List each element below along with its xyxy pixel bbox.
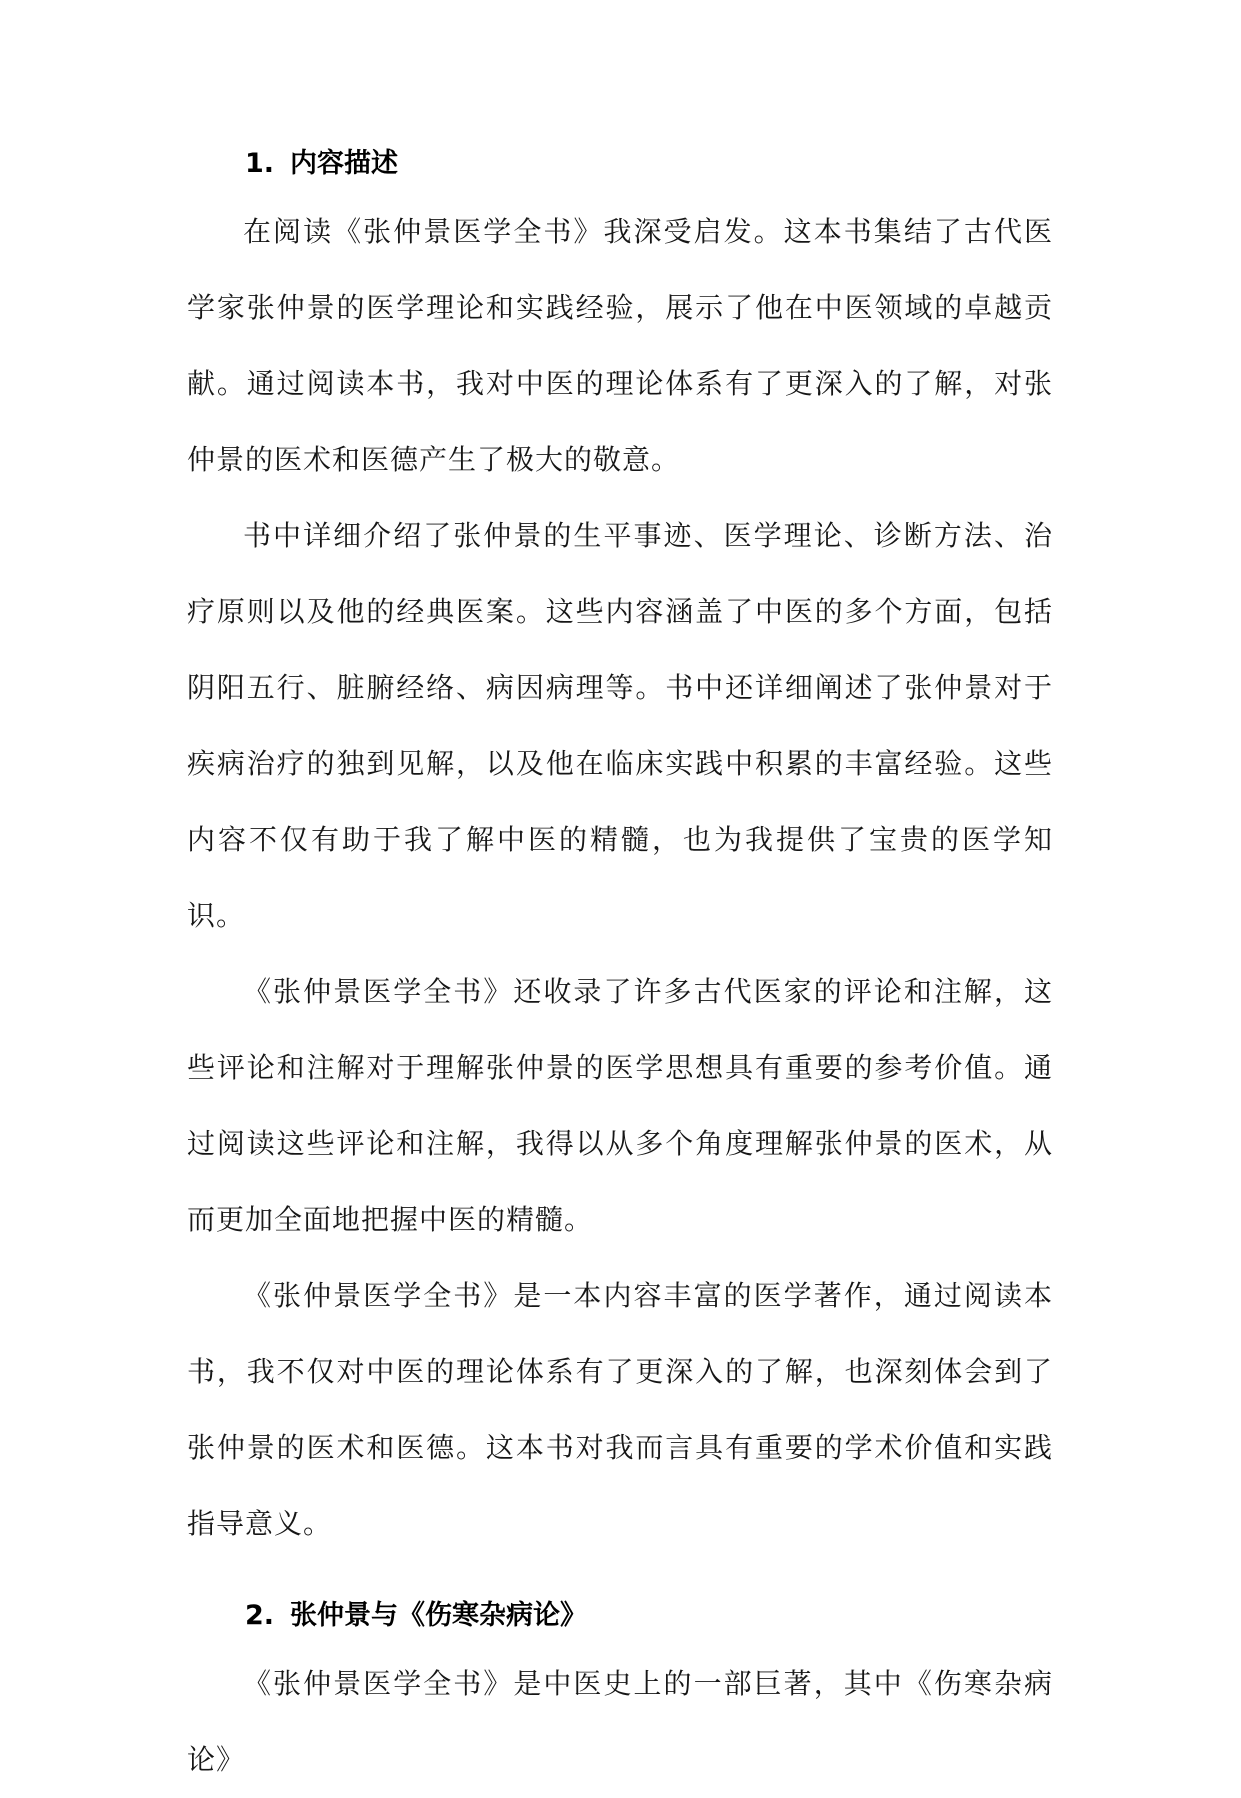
section-title: 内容描述 [290, 148, 399, 179]
section-zhang-zhongjing-shanghan [187, 1596, 1053, 1798]
paragraph: 《张仲景医学全书》是一本内容丰富的医学著作，通过阅读本书，我不仅对中医的理论体系有了更深入的了解，也深刻体会到了张仲景的医术和医德。这本书对我而言具有重要的学术价值和实践指导意义。 [187, 1279, 1053, 1540]
document-body [187, 144, 1053, 1798]
section-heading [187, 1596, 1053, 1636]
paragraph: 《张仲景医学全书》是中医史上的一部巨著，其中《伤寒杂病论》 [187, 1667, 1053, 1776]
paragraph: 书中详细介绍了张仲景的生平事迹、医学理论、诊断方法、治疗原则以及他的经典医案。这些内容涵盖了中医的多个方面，包括阴阳五行、脏腑经络、病因病理等。书中还详细阐述了张仲景对于疾病治疗的独到见解，以及他在临床实践中积累的丰富经验。这些内容不仅有助于我了解中医的精髓，也为我提供了宝贵的医学知识。 [187, 519, 1053, 932]
paragraph: 在阅读《张仲景医学全书》我深受启发。这本书集结了古代医学家张仲景的医学理论和实践经验，展示了他在中医领域的卓越贡献。通过阅读本书，我对中医的理论体系有了更深入的了解，对张仲景的医术和医德产生了极大的敬意。 [187, 215, 1053, 476]
section-number: 2. [245, 1600, 275, 1631]
section-title: 张仲景与《伤寒杂病论》 [290, 1600, 588, 1631]
section-heading [187, 144, 1053, 184]
section-number: 1. [245, 148, 275, 179]
paragraph: 《张仲景医学全书》还收录了许多古代医家的评论和注解，这些评论和注解对于理解张仲景的医学思想具有重要的参考价值。通过阅读这些评论和注解，我得以从多个角度理解张仲景的医术，从而更加全面地把握中医的精髓。 [187, 975, 1053, 1236]
section-content-description [187, 144, 1053, 1562]
